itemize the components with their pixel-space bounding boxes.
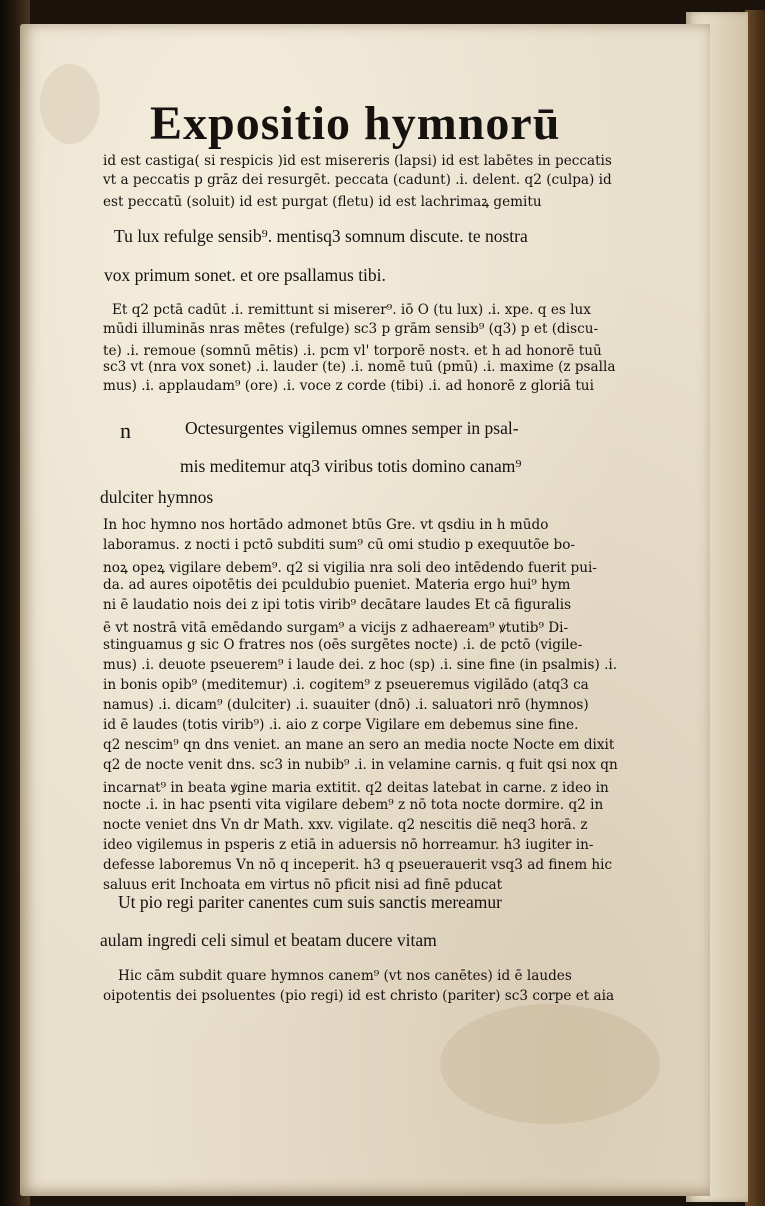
- gloss-line: q2 de nocte venit dns. sc3 in nubib⁹ .i. in velamine carnis. q fuit qsi nox qn: [103, 757, 618, 773]
- initial-letter-guide: n: [120, 418, 131, 443]
- gloss-line: laboramus. z nocti i pctō subditi sum⁹ cū omi studio p exequutōe bo-: [103, 537, 575, 553]
- gloss-line: sc3 vt (nra vox sonet) .i. lauder (te) .i. nomē tuū (pmū) .i. maxime (z psalla: [103, 359, 616, 375]
- gloss-line: Et q2 pctā cadūt .i. remittunt si miserer⁹. iō O (tu lux) .i. xpe. q es lux: [112, 302, 591, 318]
- gloss-line: nocte .i. in hac psenti vita vigilare debem⁹ z nō tota nocte dormire. q2 in: [103, 797, 604, 813]
- gloss-line: stinguamus g sic O fratres nos (oēs surgētes nocte) .i. de pctō (vigile-: [103, 637, 583, 653]
- hymn-verse-line: Tu lux refulge sensib⁹. mentisq3 somnum discute. te nostra: [114, 226, 528, 246]
- gloss-line: ni ē laudatio nois dei z ipi totis virib⁹ decātare laudes Et cā figuralis: [103, 597, 572, 613]
- gloss-line: mus) .i. deuote pseuerem⁹ i laude dei. z hoc (sp) .i. sine fine (in psalmis) .i.: [103, 657, 618, 673]
- page-heading: Expositio hymnorū: [150, 97, 561, 150]
- hymn-verse-line: Octesurgentes vigilemus omnes semper in psal-: [185, 418, 519, 438]
- gloss-line: saluus erit Inchoata em virtus nō pficit nisi ad finē pducat: [103, 877, 503, 893]
- hymn-verse-line: vox primum sonet. et ore psallamus tibi.: [104, 265, 386, 285]
- gloss-line: ē vt nostrā vitā emēdando surgam⁹ a vicijs z adhaeream⁹ ꝟtutib⁹ Di-: [103, 620, 569, 636]
- gloss-line: mus) .i. applaudam⁹ (ore) .i. voce z corde (tibi) .i. ad honorē z gloriā tui: [103, 378, 594, 394]
- gloss-line: id est castiga( si respicis )id est misereris (lapsi) id est labētes in peccatis: [103, 153, 612, 169]
- gloss-line: vt a peccatis p grāz dei resurgēt. peccata (cadunt) .i. delent. q2 (culpa) id: [103, 172, 612, 188]
- hymn-verse-line: aulam ingredi celi simul et beatam ducere vitam: [100, 930, 437, 950]
- gloss-line: noꝝ opeꝝ vigilare debem⁹. q2 si vigilia nra soli deo intēdendo fuerit pui-: [103, 560, 597, 576]
- facing-page-cover: [745, 10, 765, 1206]
- gloss-line: in bonis opib⁹ (meditemur) .i. cogitem⁹ z pseueremus vigilādo (atq3 ca: [103, 677, 589, 693]
- stain: [40, 64, 100, 144]
- hymn-verse-line: mis meditemur atq3 viribus totis domino canam⁹: [180, 456, 522, 476]
- hymn-verse-line: Ut pio regi pariter canentes cum suis sanctis mereamur: [118, 892, 502, 912]
- gloss-line: nocte veniet dns Vn dr Math. xxv. vigilate. q2 nescitis diē neq3 horā. z: [103, 817, 588, 833]
- gloss-line: ideo vigilemus in psperis z etiā in aduersis nō horreamur. h3 iugiter in-: [103, 837, 594, 853]
- gloss-line: q2 nescim⁹ qn dns veniet. an mane an sero an media nocte Nocte em dixit: [103, 737, 615, 753]
- gloss-line: oipotentis dei psoluentes (pio regi) id est christo (pariter) sc3 corpe et aia: [103, 988, 615, 1004]
- stain: [440, 1004, 660, 1124]
- gloss-line: namus) .i. dicam⁹ (dulciter) .i. suauiter (dnō) .i. saluatori nrō (hymnos): [103, 697, 589, 713]
- gloss-line: defesse laboremus Vn nō q inceperit. h3 q pseuerauerit vsq3 ad finem hic: [103, 857, 613, 873]
- gloss-line: incarnat⁹ in beata ꝟgine maria extitit. q2 deitas latebat in carne. z ideo in: [103, 780, 609, 796]
- gloss-line: id ē laudes (totis virib⁹) .i. aio z corpe Vigilare em debemus sine fine.: [103, 717, 579, 733]
- gloss-line: da. ad aures oipotētis dei pculdubio pueniet. Materia ergo hui⁹ hym: [103, 577, 571, 593]
- hymn-verse-line: dulciter hymnos: [100, 487, 214, 507]
- gloss-line: est peccatū (soluit) id est purgat (fletu) id est lachrimaꝝ gemitu: [103, 194, 542, 210]
- gloss-line: Hic cām subdit quare hymnos canem⁹ (vt nos canētes) id ē laudes: [118, 968, 572, 984]
- gloss-line: mūdi illuminās nras mētes (refulge) sc3 p grām sensib⁹ (q3) p et (discu-: [103, 321, 599, 337]
- gloss-line: te) .i. remoue (somnū mētis) .i. pcm vl' torporē nostꝛ. et h ad honorē tuū: [103, 343, 602, 359]
- gloss-line: In hoc hymno nos hortādo admonet btūs Gre. vt qsdiu in h mūdo: [103, 517, 549, 533]
